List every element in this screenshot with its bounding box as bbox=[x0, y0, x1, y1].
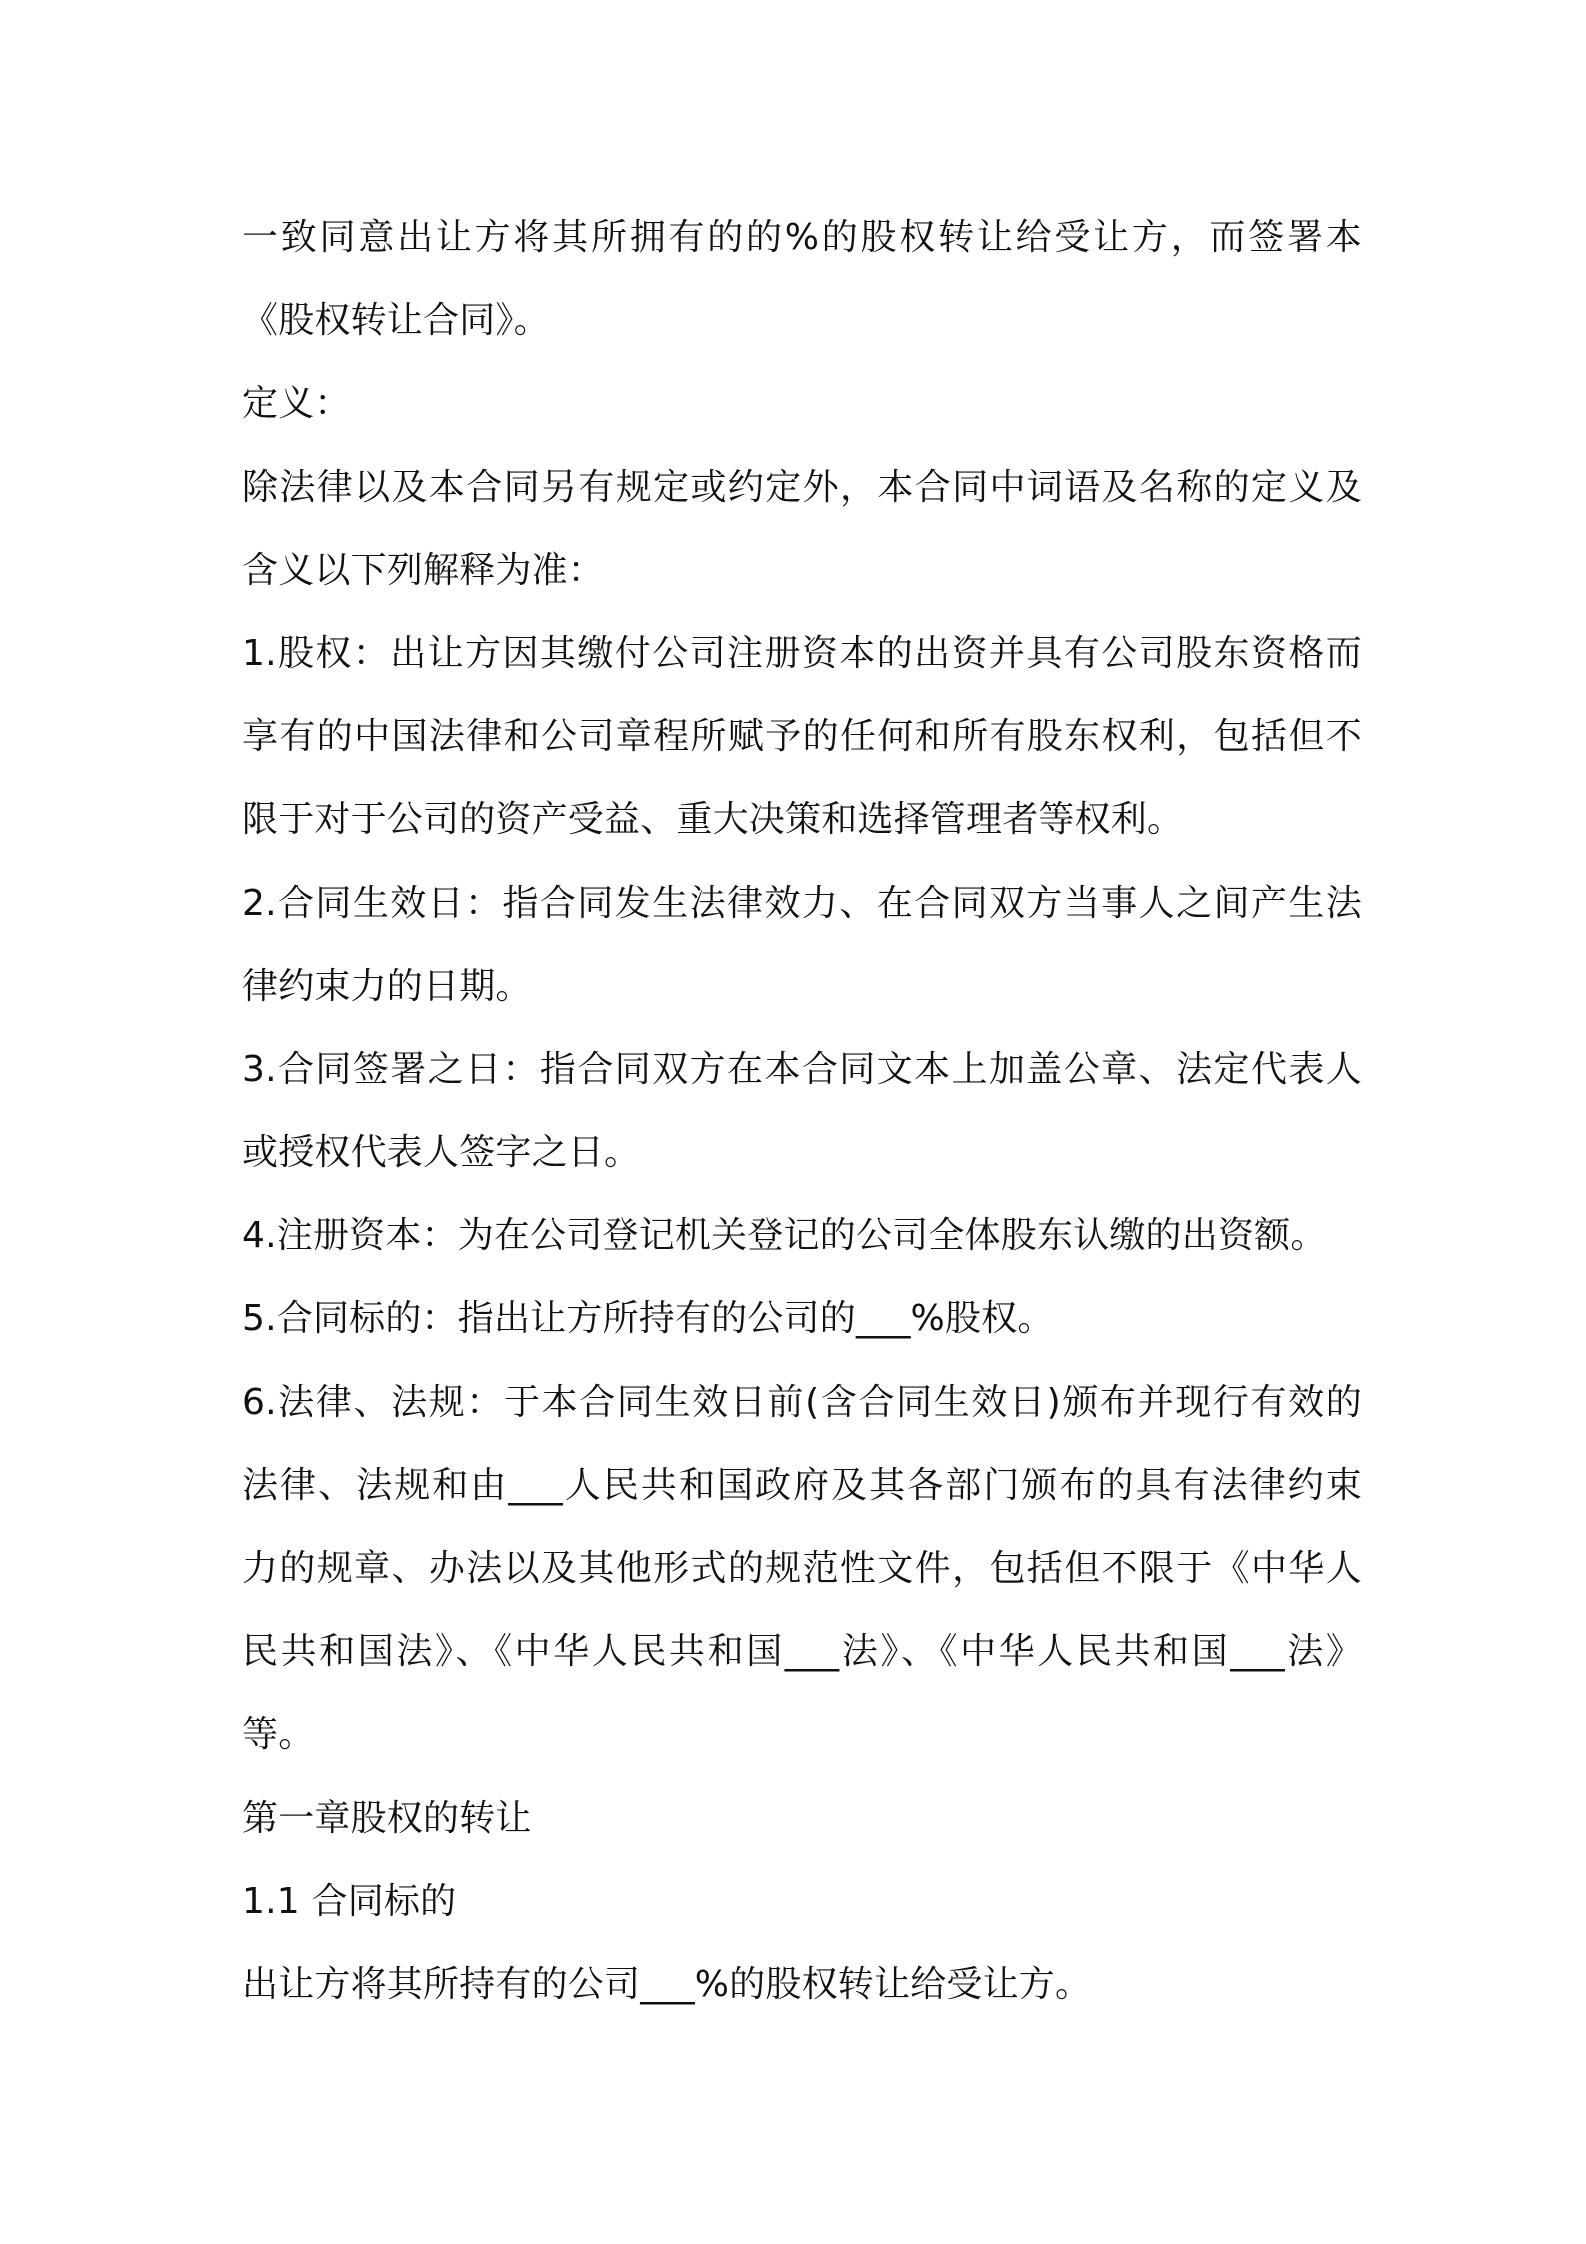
document-line: 含义以下列解释为准： bbox=[242, 549, 605, 591]
document-line: 1.1 合同标的 bbox=[242, 1880, 457, 1922]
document-line: 享有的中国法律和公司章程所赋予的任何和所有股东权利，包括但不 bbox=[242, 716, 1362, 758]
document-line: 6.法律、法规：于本合同生效日前(含合同生效日)颁布并现行有效的 bbox=[242, 1381, 1362, 1423]
document-line: 等。 bbox=[242, 1714, 315, 1756]
document-body bbox=[242, 196, 1362, 2026]
document-line: 力的规章、办法以及其他形式的规范性文件，包括但不限于《中华人 bbox=[242, 1548, 1362, 1589]
document-line: 第一章股权的转让 bbox=[242, 1797, 532, 1839]
document-line: 除法律以及本合同另有规定或约定外，本合同中词语及名称的定义及 bbox=[242, 466, 1362, 508]
document-line: 3.合同签署之日：指合同双方在本合同文本上加盖公章、法定代表人 bbox=[242, 1048, 1362, 1090]
document-line: 法律、法规和由___人民共和国政府及其各部门颁布的具有法律约束 bbox=[242, 1464, 1362, 1506]
document-line: 2.合同生效日：指合同发生法律效力、在合同双方当事人之间产生法 bbox=[242, 882, 1362, 924]
document-line: 4.注册资本：为在公司登记机关登记的公司全体股东认缴的出资额。 bbox=[242, 1215, 1327, 1257]
document-line: 出让方将其所持有的公司___%的股权转让给受让方。 bbox=[242, 1963, 1092, 2005]
document-line: 1.股权：出让方因其缴付公司注册资本的出资并具有公司股东资格而 bbox=[242, 632, 1362, 674]
document-line: 一致同意出让方将其所拥有的的%的股权转让给受让方，而签署本 bbox=[242, 217, 1362, 258]
document-line: 定义： bbox=[242, 383, 351, 425]
document-line: 或授权代表人签字之日。 bbox=[242, 1132, 641, 1174]
document-line: 律约束力的日期。 bbox=[242, 965, 532, 1007]
document-line: 限于对于公司的资产受益、重大决策和选择管理者等权利。 bbox=[242, 799, 1184, 841]
document-line: 《股权转让合同》。 bbox=[242, 300, 550, 342]
document-line: 民共和国法》、《中华人民共和国___法》、《中华人民共和国___法》 bbox=[242, 1631, 1362, 1673]
document-line: 5.合同标的：指出让方所持有的公司的___%股权。 bbox=[242, 1298, 1054, 1340]
